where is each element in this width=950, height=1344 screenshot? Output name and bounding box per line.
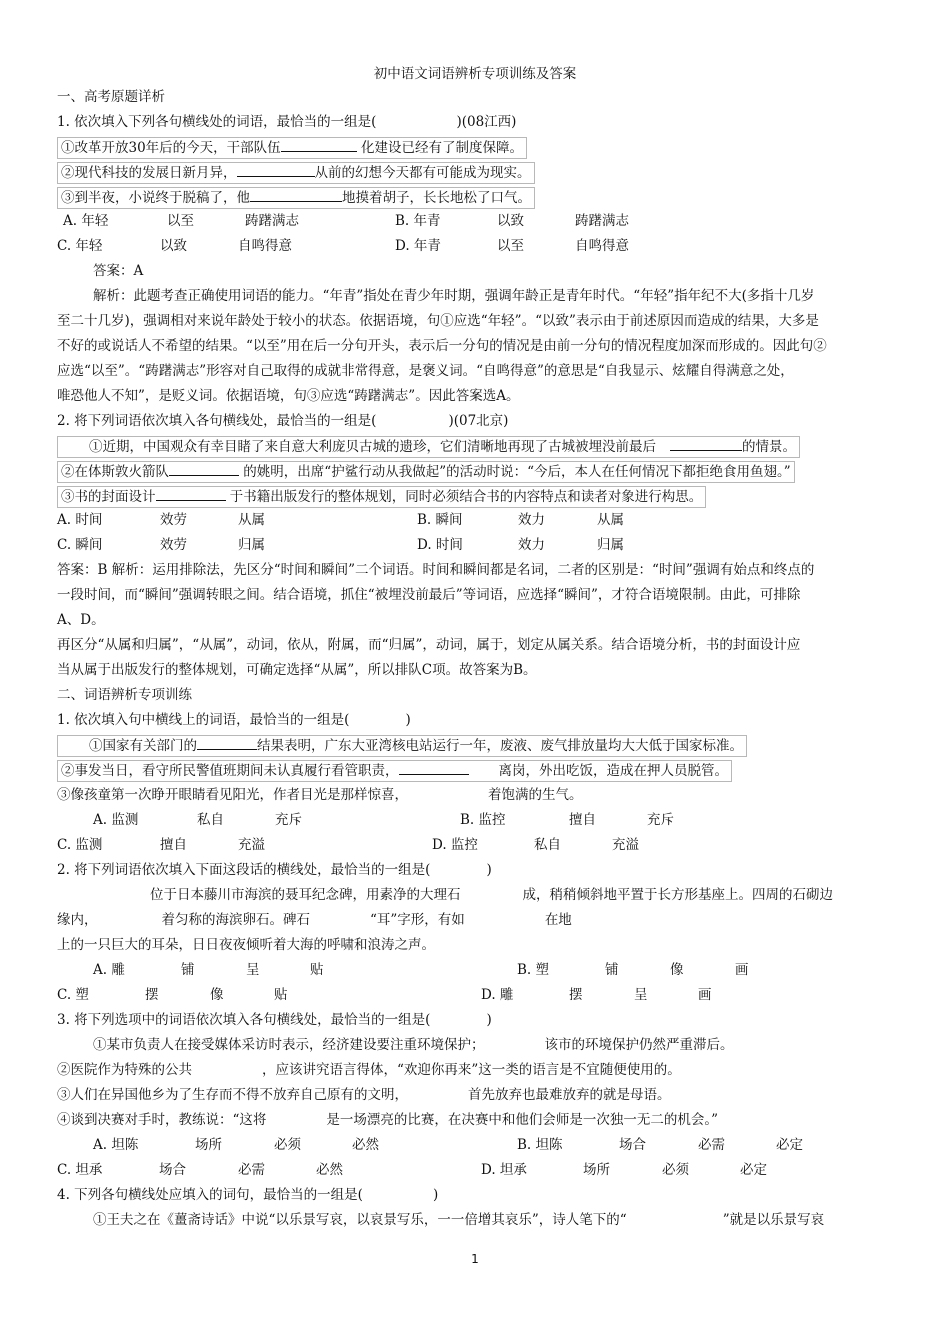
- question-2-explanation-line: 一段时间，而“瞬间”强调转眼之间。结合语境，抓住“被埋没前最后”等词语，应选择“瞬间”，才符合语境限制。由此，可排除: [57, 587, 801, 603]
- practice-1-option-d-word-2: 私自: [534, 837, 561, 853]
- question-1-answer: 答案：A: [93, 263, 144, 279]
- question-1-option-d: D. 年青: [395, 238, 441, 254]
- practice-3-sentence-2: ②医院作为特殊的公共 ，应该讲究语言得体，“欢迎你再来”这一类的语言是不宜随便使用的。: [57, 1062, 681, 1078]
- practice-2-option-c: C. 塑: [57, 987, 89, 1003]
- question-2-option-d-word-3: 归属: [597, 537, 624, 553]
- practice-4-sentence-1: ①王夫之在《薑斋诗话》中说“以乐景写哀，以哀景写乐，一一倍增其哀乐”，诗人笔下的“ ”就是以乐景写哀: [93, 1212, 825, 1228]
- practice-1-option-b-word-2: 擅自: [569, 812, 596, 828]
- practice-2-option-b-word-4: 画: [735, 962, 749, 978]
- practice-2-stem: 2. 将下列词语依次填入下面这段话的横线处，最恰当的一组是( ): [57, 862, 492, 878]
- practice-2-option-a-word-3: 呈: [246, 962, 260, 978]
- question-1-explanation-line: 唯恐他人不知”，是贬义词。依据语境，句③应选“踌躇满志”。因此答案选A。: [57, 388, 520, 404]
- practice-1-option-b-word-3: 充斥: [647, 812, 674, 828]
- question-2-option-b: B. 瞬间: [417, 512, 463, 528]
- practice-2-option-c-word-4: 贴: [274, 987, 288, 1003]
- page-number: 1: [471, 1252, 479, 1266]
- practice-1-option-d: D. 监控: [432, 837, 478, 853]
- practice-2-option-c-word-3: 像: [210, 987, 224, 1003]
- practice-3-option-c-word-4: 必然: [316, 1162, 343, 1178]
- practice-2-option-b-word-3: 像: [670, 962, 684, 978]
- practice-1-option-a-word-2: 私自: [197, 812, 224, 828]
- practice-3-option-a-word-2: 场所: [195, 1137, 222, 1153]
- practice-3-option-a-word-4: 必然: [352, 1137, 379, 1153]
- practice-3-option-d-word-3: 必须: [662, 1162, 689, 1178]
- practice-1-sentence-2: ②事发当日，看守所民警值班期间未认真履行看管职责， 离岗，外出吃饭，造成在押人员脱管。: [57, 760, 732, 782]
- page-title: 初中语文词语辨析专项训练及答案: [373, 66, 577, 82]
- question-1-sentence-1: ①改革开放30年后的今天，干部队伍 化建设已经有了制度保障。: [57, 137, 527, 159]
- practice-3-option-b-word-2: 场合: [619, 1137, 646, 1153]
- practice-1-option-a: A. 监测: [93, 812, 139, 828]
- practice-3-option-d-word-4: 必定: [740, 1162, 767, 1178]
- question-1-option-b-word-3: 踌躇满志: [575, 213, 629, 229]
- question-2-explanation-line: A、D。: [57, 612, 105, 628]
- practice-4-stem: 4. 下列各句横线处应填入的词句，最恰当的一组是( ): [57, 1187, 439, 1203]
- question-2-option-d-word-2: 效力: [518, 537, 545, 553]
- question-1-sentence-2: ②现代科技的发展日新月异， 从前的幻想今天都有可能成为现实。: [57, 162, 535, 184]
- question-1-explanation-line: 解析：此题考查正确使用词语的能力。“年青”指处在青少年时期，强调年龄正是青年时代。“年轻”指年纪不大(多指十几岁: [93, 288, 815, 304]
- practice-2-passage-line: 上的一只巨大的耳朵，日日夜夜倾听着大海的呼啸和浪涛之声。: [57, 937, 435, 953]
- practice-1-option-b: B. 监控: [460, 812, 506, 828]
- practice-3-option-c: C. 坦承: [57, 1162, 103, 1178]
- question-1-sentence-3: ③到半夜，小说终于脱稿了，他 地摸着胡子，长长地松了口气。: [57, 187, 535, 209]
- practice-1-option-c-word-2: 擅自: [160, 837, 187, 853]
- practice-2-option-b: B. 塑: [517, 962, 550, 978]
- question-1-explanation-line: 不好的或说话人不希望的结果。“以至”用在后一分句开头，表示后一分句的情况是由前一分句的情况程度加深而形成的。因此句②: [57, 338, 827, 354]
- practice-2-option-c-word-2: 摆: [145, 987, 159, 1003]
- practice-2-passage-line: 缘内， 着匀称的海滨卵石。碑石 “耳”字形，有如 在地: [57, 912, 572, 928]
- practice-2-option-d: D. 雕: [481, 987, 514, 1003]
- question-1-option-a-word-3: 踌躇满志: [245, 213, 299, 229]
- question-2-option-a: A. 时间: [57, 512, 103, 528]
- question-2-option-b-word-3: 从属: [597, 512, 624, 528]
- practice-3-option-a: A. 坦陈: [93, 1137, 139, 1153]
- question-2-sentence-3: ③书的封面设计 于书籍出版发行的整体规划，同时必须结合书的内容特点和读者对象进行构思。: [57, 486, 706, 508]
- question-1-option-a-word-2: 以至: [167, 213, 194, 229]
- practice-3-option-b: B. 坦陈: [517, 1137, 563, 1153]
- practice-1-sentence-3: ③像孩童第一次睁开眼睛看见阳光，作者目光是那样惊喜， 着饱满的生气。: [57, 787, 583, 803]
- question-1-stem: 1. 依次填入下列各句横线处的词语，最恰当的一组是( )(08江西): [57, 114, 517, 130]
- question-1-option-c: C. 年轻: [57, 238, 103, 254]
- practice-3-option-d-word-2: 场所: [583, 1162, 610, 1178]
- practice-3-sentence-1: ①某市负责人在接受媒体采访时表示，经济建设要注重环境保护； 该市的环境保护仍然严重滞后。: [93, 1037, 734, 1053]
- question-2-option-c-word-2: 效劳: [160, 537, 187, 553]
- practice-2-option-d-word-2: 摆: [569, 987, 583, 1003]
- question-2-option-a-word-2: 效劳: [160, 512, 187, 528]
- question-1-option-c-word-2: 以致: [160, 238, 187, 254]
- practice-2-option-b-word-2: 铺: [605, 962, 619, 978]
- practice-3-option-a-word-3: 必须: [274, 1137, 301, 1153]
- practice-2-option-d-word-3: 呈: [634, 987, 648, 1003]
- question-2-option-d: D. 时间: [417, 537, 463, 553]
- question-1-option-a: A. 年轻: [63, 213, 109, 229]
- practice-3-option-b-word-3: 必需: [698, 1137, 725, 1153]
- practice-1-stem: 1. 依次填入句中横线上的词语，最恰当的一组是( ): [57, 712, 411, 728]
- practice-3-stem: 3. 将下列选项中的词语依次填入各句横线处，最恰当的一组是( ): [57, 1012, 492, 1028]
- practice-1-option-d-word-3: 充溢: [612, 837, 639, 853]
- practice-2-passage-line: 位于日本藤川市海滨的聂耳纪念碑，用素净的大理石 成，稍稍倾斜地平置于长方形基座上。四周的石砌边: [150, 887, 833, 903]
- question-2-explanation-line: 当从属于出版发行的整体规划，可确定选择“从属”，所以排队C项。故答案为B。: [57, 662, 537, 678]
- practice-1-sentence-1: ①国家有关部门的 结果表明，广东大亚湾核电站运行一年，废液、废气排放量均大大低于国家标准。: [57, 735, 747, 757]
- question-2-stem: 2. 将下列词语依次填入各句横线处，最恰当的一组是( )(07北京): [57, 413, 509, 429]
- practice-3-sentence-4: ④谈到决赛对手时，教练说：“这将 是一场漂亮的比赛，在决赛中和他们会师是一次独一无二的机会。”: [57, 1112, 719, 1128]
- question-1-explanation-line: 应选“以至”。“踌躇满志”形容对自己取得的成就非常得意，是褒义词。“自鸣得意”的意思是“自我显示、炫耀自得满意之处，: [57, 363, 794, 379]
- question-2-option-b-word-2: 效力: [518, 512, 545, 528]
- practice-1-option-a-word-3: 充斥: [275, 812, 302, 828]
- question-1-option-b-word-2: 以致: [497, 213, 524, 229]
- question-2-option-c-word-3: 归属: [238, 537, 265, 553]
- question-2-sentence-2: ②在体斯敦火箭队 的姚明，出席“护鲨行动从我做起”的活动时说：“今后，本人在任何情况下都拒绝食用鱼翅。”: [57, 461, 795, 483]
- question-2-option-a-word-3: 从属: [238, 512, 265, 528]
- practice-3-sentence-3: ③人们在异国他乡为了生存而不得不放弃自己原有的文明， 首先放弃也最难放弃的就是母语。: [57, 1087, 671, 1103]
- practice-3-option-d: D. 坦承: [481, 1162, 527, 1178]
- practice-1-option-c: C. 监测: [57, 837, 103, 853]
- question-1-option-d-word-3: 自鸣得意: [575, 238, 629, 254]
- section-heading-2: 二、词语辨析专项训练: [57, 687, 192, 703]
- practice-2-option-a: A. 雕: [93, 962, 125, 978]
- question-2-explanation-line: 答案：B 解析：运用排除法，先区分“时间和瞬间”二个词语。时间和瞬间都是名词，二者的区别是：“时间”强调有始点和终点的: [57, 562, 815, 578]
- practice-3-option-c-word-3: 必需: [238, 1162, 265, 1178]
- practice-2-option-a-word-2: 铺: [181, 962, 195, 978]
- question-1-option-b: B. 年青: [395, 213, 441, 229]
- question-1-explanation-line: 至二十几岁)，强调相对来说年龄处于较小的状态。依据语境，句①应选“年轻”。“以致”表示由于前述原因而造成的结果，大多是: [57, 313, 819, 329]
- question-2-sentence-1: ①近期，中国观众有幸目睹了来自意大利庞贝古城的遗珍，它们清晰地再现了古城被埋没前最后 的情景。: [57, 436, 800, 458]
- question-2-explanation-line: 再区分“从属和归属”，“从属”，动词，依从，附属，而“归属”，动词，属于，划定从属关系。结合语境分析，书的封面设计应: [57, 637, 801, 653]
- section-heading-1: 一、高考原题详析: [57, 89, 165, 105]
- practice-3-option-b-word-4: 必定: [776, 1137, 803, 1153]
- practice-2-option-d-word-4: 画: [698, 987, 712, 1003]
- question-2-option-c: C. 瞬间: [57, 537, 103, 553]
- practice-3-option-c-word-2: 场合: [159, 1162, 186, 1178]
- practice-1-option-c-word-3: 充溢: [238, 837, 265, 853]
- question-1-option-c-word-3: 自鸣得意: [238, 238, 292, 254]
- practice-2-option-a-word-4: 贴: [310, 962, 324, 978]
- question-1-option-d-word-2: 以至: [497, 238, 524, 254]
